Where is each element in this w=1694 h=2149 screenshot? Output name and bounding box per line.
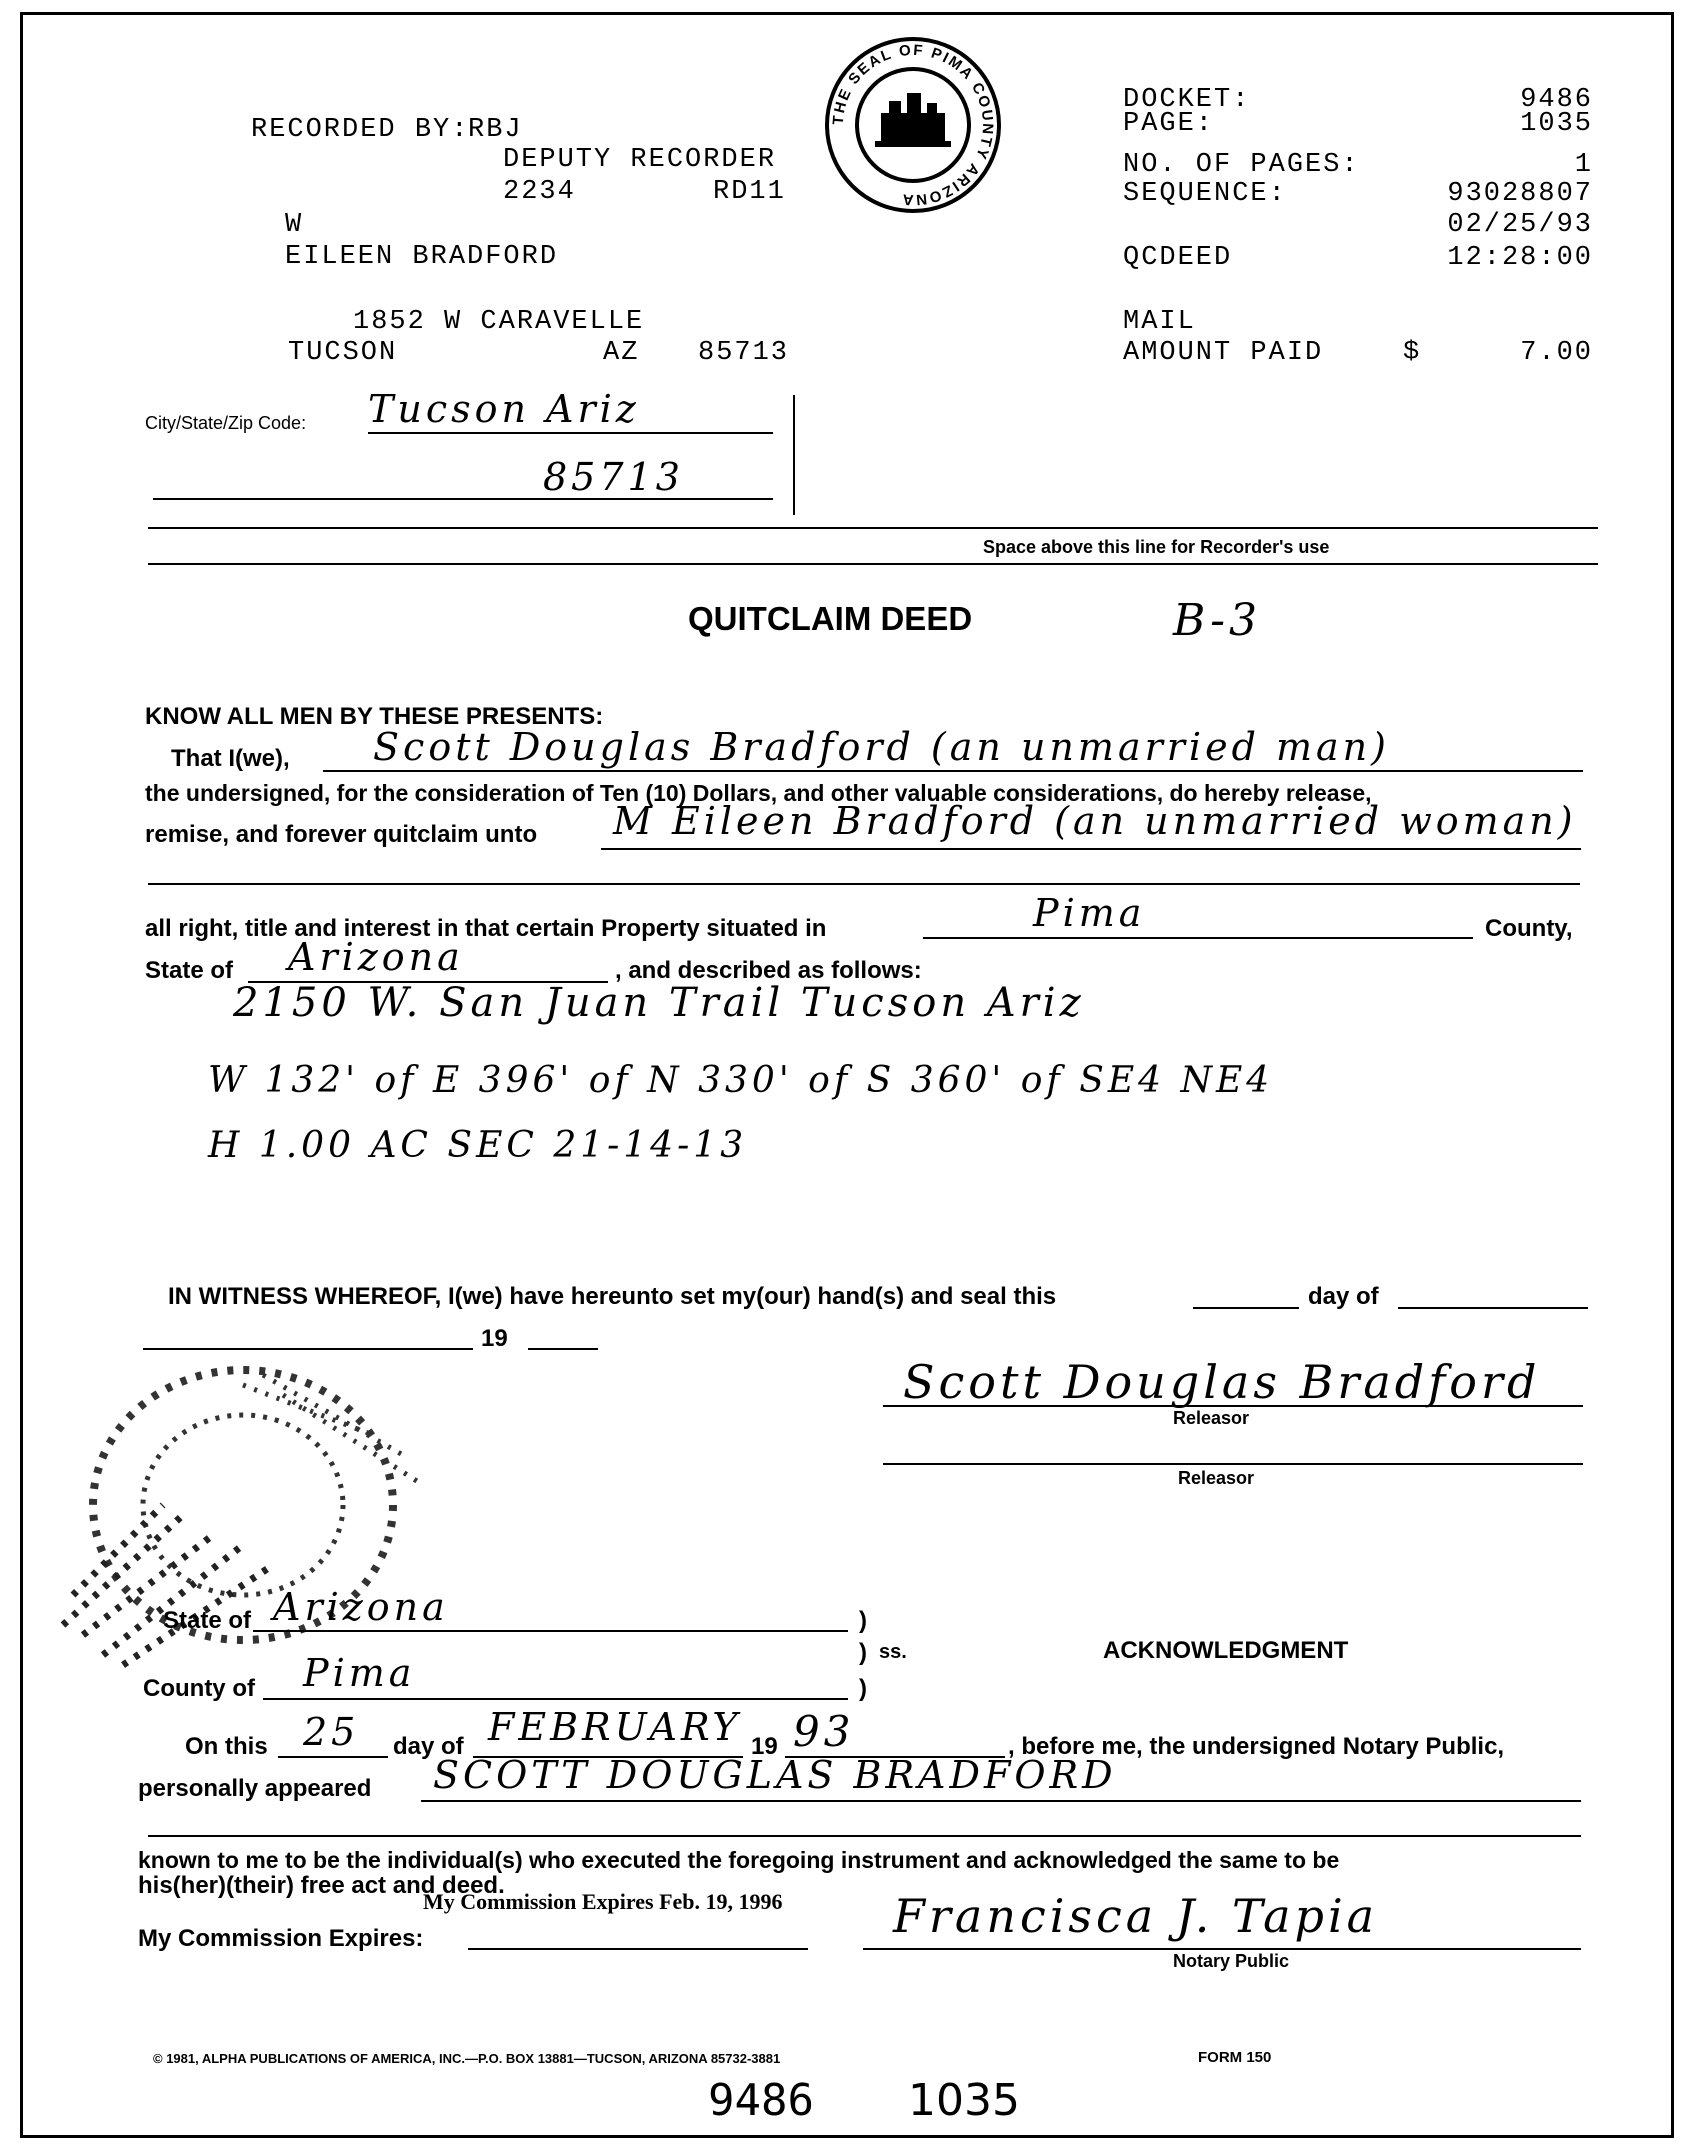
deputy-recorder: DEPUTY RECORDER	[503, 145, 777, 175]
amount-paid-value: 7.00	[1520, 338, 1593, 368]
witness-day-line	[1193, 1307, 1299, 1309]
mail-flag: MAIL	[1123, 307, 1196, 337]
all-right-text: all right, title and interest in that certain Property situated in	[145, 915, 827, 942]
witness-month-line	[1398, 1307, 1588, 1309]
amount-paid-label: AMOUNT PAID	[1123, 338, 1324, 368]
footer-docket: 9486	[708, 2075, 814, 2126]
ack-year-handwritten: 93	[793, 1707, 855, 1756]
ack-state-label: State of	[163, 1607, 252, 1634]
sequence-value: 93028807	[1447, 179, 1593, 209]
ack-day-handwritten: 25	[303, 1710, 360, 1754]
recorder-line-top	[148, 527, 1598, 529]
mail-to-city: TUCSON	[288, 338, 398, 368]
grantee-line	[601, 848, 1581, 850]
ack-bracket-1: )	[859, 1607, 867, 1634]
mail-to-name: EILEEN BRADFORD	[285, 242, 559, 272]
county-handwritten: Pima	[1033, 891, 1146, 935]
recorded-date: 02/25/93	[1447, 210, 1593, 240]
docket-label: DOCKET:	[1123, 85, 1251, 115]
quitclaim-unto-label: remise, and forever quitclaim unto	[145, 821, 538, 848]
county-line	[923, 937, 1473, 939]
grantor-label: That I(we),	[171, 745, 290, 772]
recorder-box-divider	[793, 395, 795, 515]
witness-year-line	[528, 1348, 598, 1350]
pages-value: 1	[1574, 150, 1593, 180]
ack-title: ACKNOWLEDGMENT	[1103, 1637, 1349, 1664]
form-number: FORM 150	[1198, 2049, 1272, 2066]
ack-bracket-3: )	[859, 1675, 867, 1702]
zip-handwritten: 85713	[543, 455, 684, 499]
mail-to-prefix: W	[285, 210, 304, 240]
ack-ss: ss.	[879, 1641, 907, 1663]
commission-expires-stamp: My Commission Expires Feb. 19, 1996	[423, 1889, 783, 1914]
witness-day-of: day of	[1308, 1283, 1379, 1310]
ack-person-handwritten: SCOTT DOUGLAS BRADFORD	[433, 1753, 1117, 1797]
recorded-by-label: RECORDED BY:	[251, 115, 470, 145]
mail-to-street: 1852 W CARAVELLE	[353, 307, 645, 337]
city-state-zip-handwritten: Tucson Ariz	[368, 387, 640, 431]
grantor-handwritten: Scott Douglas Bradford (an unmarried man)	[373, 725, 1390, 769]
releasor-line-1	[883, 1405, 1583, 1407]
county-label: County,	[1485, 915, 1573, 942]
deed-page	[20, 12, 1674, 2138]
page-value: 1035	[1520, 109, 1593, 139]
publisher-line: © 1981, ALPHA PUBLICATIONS OF AMERICA, INC.—P.O. BOX 13881—TUCSON, ARIZONA 85732-3881	[153, 2051, 781, 2066]
ack-county-label: County of	[143, 1675, 255, 1702]
commission-line	[468, 1948, 808, 1950]
pima-county-seal	[823, 35, 1003, 215]
sequence-label: SEQUENCE:	[1123, 179, 1287, 209]
ack-state-line	[253, 1630, 848, 1632]
footer-page: 1035	[908, 2075, 1020, 2126]
ack-county-line	[263, 1698, 848, 1700]
ack-nineteen: 19	[751, 1733, 778, 1760]
releasor-label-1: Releasor	[1173, 1408, 1250, 1428]
releasor-signature: Scott Douglas Bradford	[903, 1355, 1541, 1409]
ack-month-handwritten: FEBRUARY	[488, 1705, 742, 1749]
releasor-line-2	[883, 1463, 1583, 1465]
ack-day-of: day of	[393, 1733, 464, 1760]
notary-signature: Francisca J. Tapia	[893, 1889, 1379, 1943]
csz-line-2	[153, 498, 773, 500]
recorder-code-1: 2234	[503, 177, 576, 207]
docket-value: 9486	[1520, 85, 1593, 115]
ack-known-text: known to me to be the individual(s) who executed the foregoing instrument and acknowledged the same to be	[138, 1847, 1340, 1873]
ack-state-handwritten: Arizona	[273, 1585, 449, 1629]
csz-line-1	[368, 432, 773, 434]
ack-person-line	[421, 1800, 1581, 1802]
witness-nineteen: 19	[481, 1325, 508, 1352]
notary-seal-icon	[43, 1335, 463, 1705]
witness-text: IN WITNESS WHEREOF, I(we) have hereunto set my(our) hand(s) and seal this	[168, 1283, 1057, 1310]
state-of-label: State of	[145, 957, 234, 984]
ack-free-act: his(her)(their) free act and deed.	[138, 1872, 505, 1899]
city-state-zip-label: City/State/Zip Code:	[145, 413, 307, 433]
notary-public-label: Notary Public	[1173, 1951, 1290, 1971]
ack-person-line-2	[148, 1835, 1581, 1837]
county-seal-icon	[823, 35, 1003, 215]
commission-expires-label: My Commission Expires:	[138, 1925, 424, 1952]
recorder-code-2: RD11	[713, 177, 786, 207]
grantee-line-2	[148, 883, 1580, 885]
ack-county-handwritten: Pima	[303, 1651, 416, 1695]
notary-line	[863, 1948, 1581, 1950]
mail-to-zip: 85713	[698, 338, 790, 368]
currency-sign: $	[1403, 338, 1422, 368]
grantor-line	[323, 770, 1583, 772]
recorded-time: 12:28:00	[1447, 243, 1593, 273]
property-description-line-1: 2150 W. San Juan Trail Tucson Ariz	[233, 980, 1085, 1026]
property-description-line-2: W 132' of E 396' of N 330' of S 360' of SE4 NE4	[208, 1060, 1274, 1101]
grantee-handwritten: M Eileen Bradford (an unmarried woman)	[613, 799, 1577, 843]
ack-personally-label: personally appeared	[138, 1775, 372, 1802]
ack-on-this: On this	[185, 1733, 268, 1760]
ack-day-line	[278, 1756, 388, 1758]
deed-title-handwritten: B-3	[1173, 595, 1262, 646]
recorder-line-bottom	[148, 563, 1598, 565]
document-type: QCDEED	[1123, 243, 1233, 273]
recorder-use-note: Space above this line for Recorder's use	[983, 537, 1330, 557]
property-description-line-3: H 1.00 AC SEC 21-14-13	[208, 1125, 748, 1166]
releasor-label-2: Releasor	[1178, 1468, 1255, 1488]
state-handwritten: Arizona	[288, 935, 464, 979]
know-all-men: KNOW ALL MEN BY THESE PRESENTS:	[145, 703, 604, 730]
pages-label: NO. OF PAGES:	[1123, 150, 1360, 180]
svg-text:THE SEAL OF PIMA COUNTY ARIZON: THE SEAL OF PIMA COUNTY ARIZONA	[829, 41, 997, 209]
consideration-text: the undersigned, for the consideration of Ten (10) Dollars, and other valuable considerations, do hereby release,	[145, 780, 1372, 806]
ack-bracket-2: )	[859, 1639, 867, 1666]
notary-seal-stamp	[43, 1335, 463, 1705]
recorded-by-value: RBJ	[468, 115, 523, 145]
ack-before-me: , before me, the undersigned Notary Public,	[1008, 1733, 1505, 1760]
described-as-follows: , and described as follows:	[615, 957, 922, 984]
mail-to-state: AZ	[603, 338, 640, 368]
deed-title: QUITCLAIM DEED	[688, 600, 973, 637]
page-label: PAGE:	[1123, 109, 1215, 139]
